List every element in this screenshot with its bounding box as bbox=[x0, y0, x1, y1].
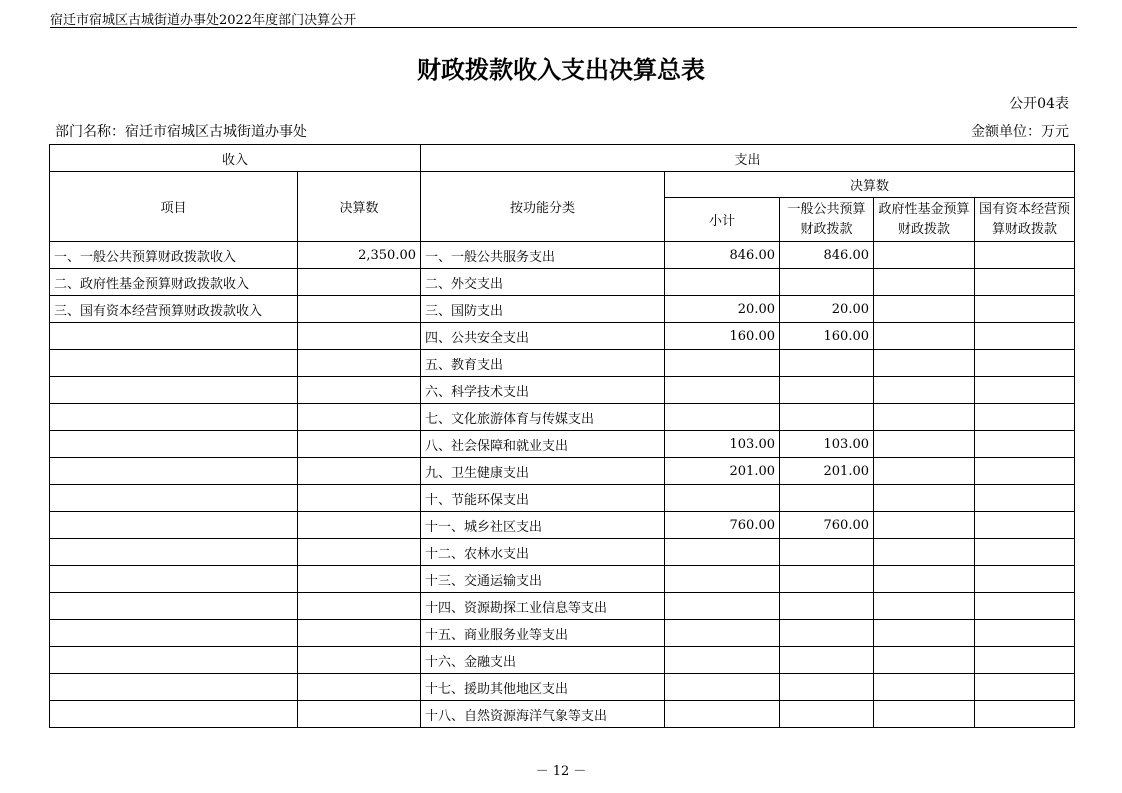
gov-fund-cell bbox=[874, 566, 975, 593]
subtotal-cell: 103.00 bbox=[665, 431, 780, 458]
subtotal-column-header: 小计 bbox=[665, 198, 780, 242]
function-category-cell: 十三、交通运输支出 bbox=[421, 566, 665, 593]
function-category-cell: 十六、金融支出 bbox=[421, 647, 665, 674]
income-amount-cell bbox=[298, 647, 421, 674]
income-amount-cell bbox=[298, 269, 421, 296]
general-budget-cell bbox=[780, 701, 874, 728]
table-row bbox=[50, 620, 1075, 647]
gov-fund-cell bbox=[874, 620, 975, 647]
gov-fund-cell bbox=[874, 269, 975, 296]
gov-fund-cell bbox=[874, 323, 975, 350]
gov-fund-cell bbox=[874, 512, 975, 539]
table-row bbox=[50, 485, 1075, 512]
subtotal-cell bbox=[665, 539, 780, 566]
subtotal-cell bbox=[665, 674, 780, 701]
gov-fund-cell bbox=[874, 431, 975, 458]
table-row bbox=[50, 377, 1075, 404]
general-budget-cell bbox=[780, 350, 874, 377]
subtotal-cell bbox=[665, 566, 780, 593]
income-cell bbox=[50, 377, 298, 404]
form-number: 公开04表 bbox=[1009, 96, 1069, 112]
subtotal-cell: 201.00 bbox=[665, 458, 780, 485]
general-budget-column-header: 一般公共预算财政拨款 bbox=[780, 198, 874, 242]
general-budget-cell bbox=[780, 404, 874, 431]
function-column-header: 按功能分类 bbox=[421, 172, 665, 242]
income-amount-cell bbox=[298, 404, 421, 431]
general-budget-cell bbox=[780, 620, 874, 647]
function-category-cell: 五、教育支出 bbox=[421, 350, 665, 377]
subtotal-cell bbox=[665, 350, 780, 377]
income-cell bbox=[50, 566, 298, 593]
general-budget-cell: 760.00 bbox=[780, 512, 874, 539]
function-category-cell: 八、社会保障和就业支出 bbox=[421, 431, 665, 458]
income-header: 收入 bbox=[50, 145, 421, 172]
gov-fund-cell bbox=[874, 350, 975, 377]
function-category-cell: 十一、城乡社区支出 bbox=[421, 512, 665, 539]
general-budget-cell: 103.00 bbox=[780, 431, 874, 458]
income-amount-cell bbox=[298, 296, 421, 323]
table-row bbox=[50, 701, 1075, 728]
function-category-cell: 一、一般公共服务支出 bbox=[421, 242, 665, 269]
subtotal-cell: 760.00 bbox=[665, 512, 780, 539]
gov-fund-cell bbox=[874, 404, 975, 431]
subtotal-cell: 160.00 bbox=[665, 323, 780, 350]
state-capital-cell bbox=[975, 566, 1075, 593]
general-budget-cell bbox=[780, 539, 874, 566]
state-capital-cell bbox=[975, 323, 1075, 350]
table-row bbox=[50, 674, 1075, 701]
subtotal-cell bbox=[665, 377, 780, 404]
table-row bbox=[50, 539, 1075, 566]
function-category-cell: 四、公共安全支出 bbox=[421, 323, 665, 350]
state-capital-cell bbox=[975, 512, 1075, 539]
subtotal-cell bbox=[665, 269, 780, 296]
state-capital-cell bbox=[975, 485, 1075, 512]
income-cell: 二、政府性基金预算财政拨款收入 bbox=[50, 269, 298, 296]
table-row bbox=[50, 512, 1075, 539]
income-cell bbox=[50, 674, 298, 701]
income-cell bbox=[50, 485, 298, 512]
income-amount-cell: 2,350.00 bbox=[298, 242, 421, 269]
function-category-cell: 十八、自然资源海洋气象等支出 bbox=[421, 701, 665, 728]
income-amount-cell bbox=[298, 350, 421, 377]
income-cell bbox=[50, 323, 298, 350]
income-amount-cell bbox=[298, 566, 421, 593]
gov-fund-cell bbox=[874, 593, 975, 620]
function-category-cell: 十五、商业服务业等支出 bbox=[421, 620, 665, 647]
income-cell: 一、一般公共预算财政拨款收入 bbox=[50, 242, 298, 269]
general-budget-cell bbox=[780, 593, 874, 620]
function-category-cell: 十四、资源勘探工业信息等支出 bbox=[421, 593, 665, 620]
state-capital-cell bbox=[975, 647, 1075, 674]
expense-header: 支出 bbox=[421, 145, 1075, 172]
general-budget-cell: 20.00 bbox=[780, 296, 874, 323]
page-number: － 12 － bbox=[535, 764, 587, 779]
income-amount-cell bbox=[298, 458, 421, 485]
subtotal-cell bbox=[665, 485, 780, 512]
function-category-cell: 七、文化旅游体育与传媒支出 bbox=[421, 404, 665, 431]
document-header: 宿迁市宿城区古城街道办事处2022年度部门决算公开 bbox=[50, 13, 357, 28]
state-capital-cell bbox=[975, 377, 1075, 404]
amount-unit: 金额单位：万元 bbox=[971, 124, 1069, 140]
income-cell bbox=[50, 431, 298, 458]
table-row bbox=[50, 242, 1075, 269]
state-capital-cell bbox=[975, 539, 1075, 566]
amount-column-header: 决算数 bbox=[298, 172, 421, 242]
general-budget-cell: 201.00 bbox=[780, 458, 874, 485]
table-row bbox=[50, 296, 1075, 323]
gov-fund-cell bbox=[874, 377, 975, 404]
final-amount-header: 决算数 bbox=[665, 172, 1075, 198]
department-name: 部门名称：宿迁市宿城区古城街道办事处 bbox=[55, 124, 307, 140]
function-category-cell: 九、卫生健康支出 bbox=[421, 458, 665, 485]
state-capital-cell bbox=[975, 242, 1075, 269]
function-category-cell: 六、科学技术支出 bbox=[421, 377, 665, 404]
gov-fund-cell bbox=[874, 242, 975, 269]
state-capital-cell bbox=[975, 701, 1075, 728]
income-amount-cell bbox=[298, 620, 421, 647]
subtotal-cell bbox=[665, 647, 780, 674]
table-body bbox=[50, 242, 1075, 728]
income-amount-cell bbox=[298, 593, 421, 620]
income-cell bbox=[50, 404, 298, 431]
subtotal-cell: 846.00 bbox=[665, 242, 780, 269]
income-cell bbox=[50, 593, 298, 620]
function-category-cell: 二、外交支出 bbox=[421, 269, 665, 296]
item-column-header: 项目 bbox=[50, 172, 298, 242]
state-capital-cell bbox=[975, 674, 1075, 701]
income-amount-cell bbox=[298, 323, 421, 350]
income-amount-cell bbox=[298, 512, 421, 539]
function-category-cell: 十七、援助其他地区支出 bbox=[421, 674, 665, 701]
general-budget-cell: 160.00 bbox=[780, 323, 874, 350]
general-budget-cell bbox=[780, 566, 874, 593]
income-amount-cell bbox=[298, 431, 421, 458]
table-row bbox=[50, 431, 1075, 458]
gov-fund-cell bbox=[874, 485, 975, 512]
general-budget-cell bbox=[780, 674, 874, 701]
general-budget-cell bbox=[780, 377, 874, 404]
income-cell bbox=[50, 539, 298, 566]
income-cell bbox=[50, 350, 298, 377]
gov-fund-cell bbox=[874, 674, 975, 701]
income-cell bbox=[50, 647, 298, 674]
gov-fund-cell bbox=[874, 701, 975, 728]
table-row bbox=[50, 647, 1075, 674]
budget-table bbox=[49, 144, 1075, 728]
table-row bbox=[50, 404, 1075, 431]
state-capital-cell bbox=[975, 431, 1075, 458]
header-divider bbox=[50, 27, 1077, 28]
state-capital-cell bbox=[975, 620, 1075, 647]
state-capital-cell bbox=[975, 296, 1075, 323]
state-capital-cell bbox=[975, 350, 1075, 377]
table-row bbox=[50, 323, 1075, 350]
income-amount-cell bbox=[298, 674, 421, 701]
income-amount-cell bbox=[298, 485, 421, 512]
gov-fund-cell bbox=[874, 539, 975, 566]
general-budget-cell bbox=[780, 647, 874, 674]
income-cell bbox=[50, 620, 298, 647]
income-cell bbox=[50, 512, 298, 539]
page-title: 财政拨款收入支出决算总表 bbox=[417, 55, 705, 84]
income-cell bbox=[50, 701, 298, 728]
subtotal-cell bbox=[665, 593, 780, 620]
state-capital-cell bbox=[975, 593, 1075, 620]
subtotal-cell bbox=[665, 620, 780, 647]
gov-fund-cell bbox=[874, 647, 975, 674]
state-capital-cell bbox=[975, 404, 1075, 431]
general-budget-cell bbox=[780, 269, 874, 296]
subtotal-cell bbox=[665, 701, 780, 728]
table-row bbox=[50, 458, 1075, 485]
table-row bbox=[50, 350, 1075, 377]
general-budget-cell bbox=[780, 485, 874, 512]
function-category-cell: 三、国防支出 bbox=[421, 296, 665, 323]
income-amount-cell bbox=[298, 701, 421, 728]
state-capital-cell bbox=[975, 269, 1075, 296]
subtotal-cell: 20.00 bbox=[665, 296, 780, 323]
function-category-cell: 十、节能环保支出 bbox=[421, 485, 665, 512]
table-row bbox=[50, 593, 1075, 620]
general-budget-cell: 846.00 bbox=[780, 242, 874, 269]
state-capital-column-header: 国有资本经营预算财政拨款 bbox=[975, 198, 1075, 242]
subtotal-cell bbox=[665, 404, 780, 431]
table-row bbox=[50, 566, 1075, 593]
gov-fund-cell bbox=[874, 458, 975, 485]
income-cell: 三、国有资本经营预算财政拨款收入 bbox=[50, 296, 298, 323]
state-capital-cell bbox=[975, 458, 1075, 485]
gov-fund-column-header: 政府性基金预算财政拨款 bbox=[874, 198, 975, 242]
income-amount-cell bbox=[298, 539, 421, 566]
gov-fund-cell bbox=[874, 296, 975, 323]
table-row bbox=[50, 269, 1075, 296]
income-amount-cell bbox=[298, 377, 421, 404]
function-category-cell: 十二、农林水支出 bbox=[421, 539, 665, 566]
income-cell bbox=[50, 458, 298, 485]
